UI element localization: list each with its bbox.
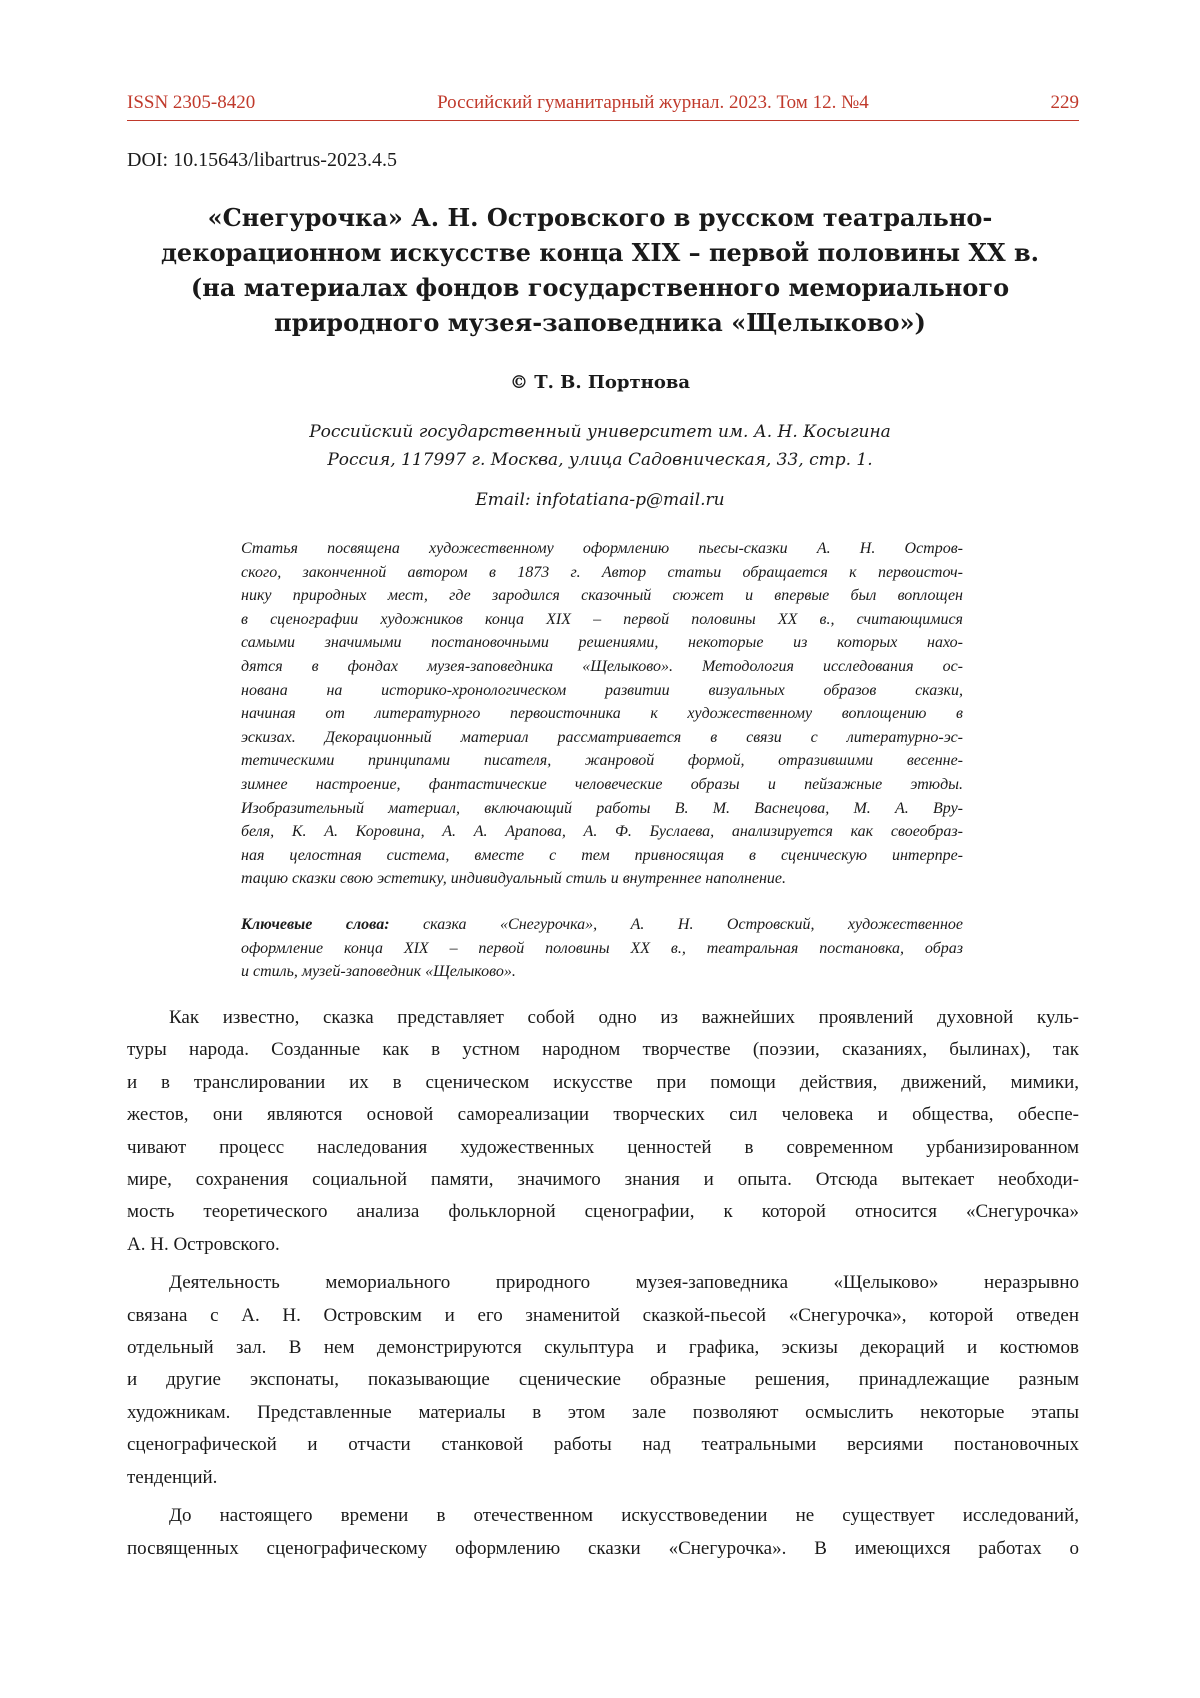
text-line: и другие экспонаты, показывающие сценические образные решения, принадлежащие разным bbox=[127, 1369, 1079, 1391]
journal-citation: Российский гуманитарный журнал. 2023. Том 12. №4 bbox=[437, 92, 869, 113]
abstract-line: Статья посвящена художественному оформлению пьесы-сказки А. Н. Остров- bbox=[241, 540, 963, 557]
paragraph bbox=[127, 1500, 1079, 1565]
affiliation-address: Россия, 117997 г. Москва, улица Садовническая, 33, стр. 1. bbox=[327, 450, 873, 470]
abstract-line: нована на историко-хронологическом развитии визуальных образов сказки, bbox=[241, 681, 963, 699]
abstract-line: самыми значимыми постановочными решениями, некоторые из которых нахо- bbox=[241, 634, 963, 652]
paragraph bbox=[127, 1002, 1079, 1261]
text-line: До настоящего времени в отечественном искусствоведении не существует исследований, bbox=[169, 1505, 1079, 1527]
text-line: А. Н. Островского. bbox=[127, 1233, 280, 1255]
text-line: мость теоретического анализа фольклорной сценографии, к которой относится «Снегурочка» bbox=[127, 1201, 1079, 1223]
text-line: туры народа. Созданные как в устном народном творчестве (поэзии, сказаниях, былинах), так bbox=[127, 1039, 1079, 1061]
title-line: (на материалах фондов государственного мемориального bbox=[190, 273, 1010, 302]
text-line: сценографической и отчасти станковой работы над театральными версиями постановочных bbox=[127, 1434, 1079, 1456]
body-text bbox=[127, 1002, 1079, 1571]
keywords-text: сказка «Снегурочка», А. Н. Островский, художественное bbox=[423, 916, 964, 933]
paragraph bbox=[127, 1267, 1079, 1494]
abstract-line: Изобразительный материал, включающий работы В. М. Васнецова, М. А. Вру- bbox=[241, 799, 963, 817]
abstract-line: ная целостная система, вместе с тем привносящая в сценическую интерпре- bbox=[241, 846, 963, 864]
affiliation bbox=[200, 418, 1000, 474]
abstract bbox=[241, 537, 963, 891]
doi: DOI: 10.15643/libartrus-2023.4.5 bbox=[127, 149, 397, 171]
text-line: тенденций. bbox=[127, 1466, 218, 1488]
affiliation-institution: Российский государственный университет им. А. Н. Косыгина bbox=[309, 422, 891, 442]
page-number: 229 bbox=[1050, 92, 1079, 113]
abstract-line: дятся в фондах музея-заповедника «Щелыково». Методология исследования ос- bbox=[241, 657, 963, 675]
abstract-line: начиная от литературного первоисточника к художественному воплощению в bbox=[241, 705, 963, 723]
abstract-line: нику природных мест, где зародился сказочный сюжет и впервые был воплощен bbox=[241, 587, 963, 605]
abstract-line: тетическими принципами писателя, жанровой формой, отразившими весенне- bbox=[241, 752, 963, 770]
text-line: и в транслировании их в сценическом искусстве при помощи действия, движений, мимики, bbox=[127, 1071, 1079, 1093]
author: © Т. В. Портнова bbox=[509, 372, 691, 393]
issn: ISSN 2305-8420 bbox=[127, 92, 256, 113]
abstract-line: в сценографии художников конца XIX – первой половины XX в., считающимися bbox=[241, 610, 963, 628]
title-line: природного музея-заповедника «Щелыково») bbox=[274, 308, 926, 337]
text-line: Деятельность мемориального природного музея-заповедника «Щелыково» неразрывно bbox=[169, 1272, 1079, 1294]
text-line: отдельный зал. В нем демонстрируются скульптура и графика, эскизы декораций и костюмов bbox=[127, 1337, 1079, 1359]
keywords-line bbox=[241, 913, 963, 937]
abstract-line: беля, К. А. Коровина, А. А. Арапова, А. Ф. Буслаева, анализируется как своеобраз- bbox=[241, 823, 963, 841]
running-header bbox=[127, 92, 1079, 121]
text-line: чивают процесс наследования художественных ценностей в современном урбанизированном bbox=[127, 1136, 1079, 1158]
text-line: мире, сохранения социальной памяти, значимого знания и опыта. Отсюда вытекает необходи- bbox=[127, 1169, 1079, 1191]
text-line: художникам. Представленные материалы в этом зале позволяют осмыслить некоторые этапы bbox=[127, 1401, 1079, 1423]
text-line: жестов, они являются основой самореализации творческих сил человека и общества, обеспе- bbox=[127, 1104, 1079, 1126]
keywords-label: Ключевые слова: bbox=[241, 916, 390, 933]
abstract-line: тацию сказки свою эстетику, индивидуальный стиль и внутреннее наполнение. bbox=[241, 870, 787, 888]
text-line: посвященных сценографическому оформлению сказки «Снегурочка». В имеющихся работах о bbox=[127, 1537, 1079, 1559]
abstract-line: ского, законченной автором в 1873 г. Автор статьи обращается к первоисточ- bbox=[241, 563, 963, 581]
article-title bbox=[160, 200, 1040, 340]
text-line: Как известно, сказка представляет собой одно из важнейших проявлений духовной куль- bbox=[169, 1007, 1079, 1028]
title-line: «Снегурочка» А. Н. Островского в русском театрально- bbox=[207, 203, 993, 232]
abstract-line: эскизах. Декорационный материал рассматривается в связи с литературно-эс- bbox=[241, 728, 963, 746]
abstract-line: зимнее настроение, фантастические человеческие образы и пейзажные этюды. bbox=[241, 775, 963, 793]
title-line: декорационном искусстве конца XIX – первой половины XX в. bbox=[160, 238, 1040, 267]
keywords-line: и стиль, музей-заповедник «Щелыково». bbox=[241, 963, 516, 981]
keywords bbox=[241, 913, 963, 984]
keywords-line: оформление конца XIX – первой половины XX в., театральная постановка, образ bbox=[241, 939, 963, 957]
text-line: связана с А. Н. Островским и его знаменитой сказкой-пьесой «Снегурочка», которой отведен bbox=[127, 1304, 1079, 1326]
author-email: Email: infotatiana-p@mail.ru bbox=[475, 490, 725, 510]
